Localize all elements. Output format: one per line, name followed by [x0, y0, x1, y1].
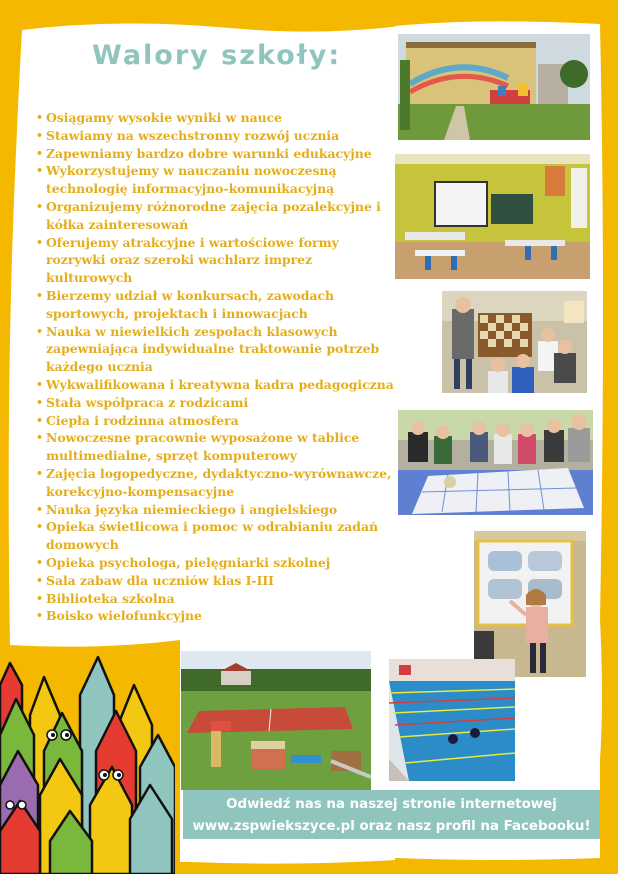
list-item: • Wykwalifikowana i kreatywna kadra pedagogiczna: [36, 376, 396, 394]
list-item: • Bierzemy udział w konkursach, zawodach sportowych, projektach i innowacjach: [36, 287, 396, 323]
classroom-photo: [395, 154, 590, 279]
list-item: • Zajęcia logopedyczne, dydaktyczno-wyrównawcze, korekcyjno-kompensacyjne: [36, 465, 396, 501]
crayons-illustration: [0, 655, 175, 874]
page-title: Walory szkoły:: [92, 40, 342, 71]
swimming-pool-photo: [389, 659, 515, 781]
website-banner: [183, 790, 600, 839]
sports-field-photo: [181, 651, 371, 790]
list-item: • Organizujemy różnorodne zajęcia pozalekcyjne i kółka zainteresowań: [36, 198, 396, 234]
list-item: • Boisko wielofunkcyjne: [36, 607, 396, 625]
list-item: • Nowoczesne pracownie wyposażone w tablice multimedialne, sprzęt komputerowy: [36, 429, 396, 465]
floor-game-photo: [398, 410, 593, 515]
list-item: • Osiągamy wysokie wyniki w nauce: [36, 109, 396, 127]
chess-group-photo: [442, 291, 587, 393]
list-item: • Nauka języka niemieckiego i angielskiego: [36, 501, 396, 519]
list-item: • Stawiamy na wszechstronny rozwój ucznia: [36, 127, 396, 145]
banner-line-1: Odwiedź nas na naszej stronie internetowej: [226, 797, 557, 812]
banner-line-2[interactable]: www.zspwiekszyce.pl oraz nasz profil na Facebooku!: [192, 819, 591, 834]
list-item: • Opieka psychologa, pielęgniarki szkolnej: [36, 554, 396, 572]
list-item: • Oferujemy atrakcyjne i wartościowe formy rozrywki oraz szeroki wachlarz imprez kulturowych: [36, 234, 396, 287]
advantages-list: [36, 109, 396, 625]
list-item: • Wykorzystujemy w nauczaniu nowoczesną technologię informacyjno-komunikacyjną: [36, 162, 396, 198]
interactive-whiteboard-photo: [474, 531, 586, 677]
list-item: • Opieka świetlicowa i pomoc w odrabianiu zadań domowych: [36, 518, 396, 554]
list-item: • Zapewniamy bardzo dobre warunki edukacyjne: [36, 145, 396, 163]
school-building-photo: [398, 34, 590, 140]
list-item: • Nauka w niewielkich zespołach klasowych zapewniająca indywidualne traktowanie potrzeb każdego ucznia: [36, 323, 396, 376]
list-item: • Stała współpraca z rodzicami: [36, 394, 396, 412]
list-item: • Sala zabaw dla uczniów klas I-III: [36, 572, 396, 590]
list-item: • Ciepła i rodzinna atmosfera: [36, 412, 396, 430]
list-item: • Biblioteka szkolna: [36, 590, 396, 608]
